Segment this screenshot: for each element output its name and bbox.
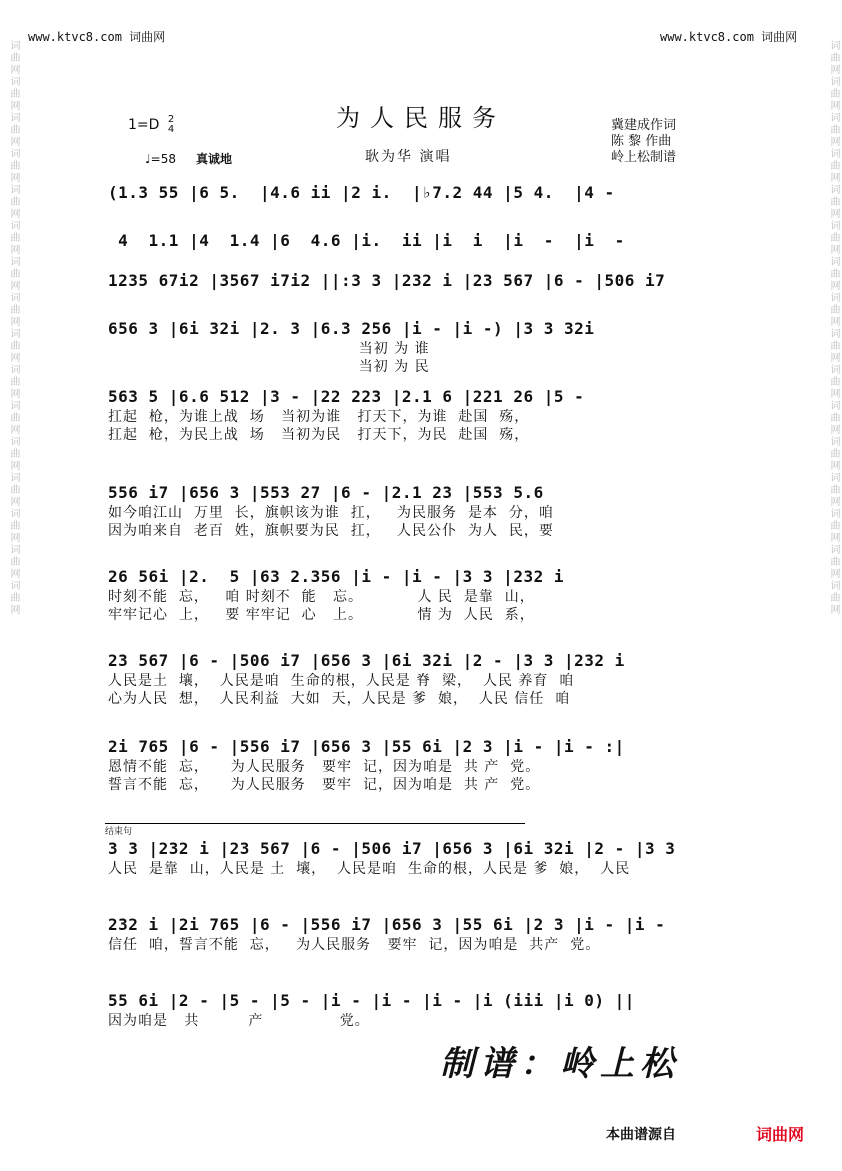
- lyric-line: 因为咱是 共 产 党。: [108, 1013, 370, 1029]
- notation-line: (1.3 55 |6 5. |4.6 ii |2 i. |♭7.2 44 |5 4. |4 -: [108, 183, 615, 202]
- score-system: [108, 386, 748, 444]
- time-signature: 2 4: [167, 114, 175, 135]
- tempo: [145, 150, 232, 167]
- composer-credit: 陈 黎 作曲: [611, 134, 672, 149]
- notation-line: 656 3 |6i 32i |2. 3 |6.3 256 |i - |i -) |3 3 32i: [108, 319, 595, 338]
- signature: 制谱：岭上松: [440, 1044, 680, 1084]
- lyric-line: 信任 咱，誓言不能 忘， 为人民服务 要牢 记，因为咱是 共产 党。: [108, 937, 601, 953]
- score-system: [108, 318, 748, 376]
- score-system: [108, 736, 748, 794]
- notation-line: 563 5 |6.6 512 |3 - |22 223 |2.1 6 |221 26 |5 -: [108, 387, 585, 406]
- key-label: 1=D: [128, 117, 160, 133]
- score-system: [108, 182, 748, 204]
- singer-credit: 耿为华 演唱: [365, 149, 452, 165]
- song-title: 为人民服务: [336, 104, 506, 132]
- lyric-line: 恩情不能 忘， 为人民服务 要牢 记，因为咱是 共 产 党。: [108, 759, 541, 775]
- score-system: [108, 482, 748, 540]
- lyric-line: 如今咱江山 万里 长，旗帜该为谁 扛， 为民服务 是本 分，咱: [108, 505, 554, 521]
- header-url-left[interactable]: www.ktvc8.com 词曲网: [28, 30, 166, 44]
- credits: [611, 118, 676, 166]
- key-signature: [128, 115, 174, 135]
- score-system: [108, 990, 748, 1030]
- lyricist-credit: 冀建成作词: [611, 118, 677, 133]
- header-url-right[interactable]: www.ktvc8.com 词曲网: [660, 30, 798, 44]
- transcriber-credit: 岭上松制谱: [611, 150, 677, 165]
- notation-line: 4 1.1 |4 1.4 |6 4.6 |i. ii |i i |i - |i -: [108, 231, 625, 250]
- ending-label: 结束句: [105, 823, 525, 837]
- score-system: [108, 914, 748, 954]
- lyric-line: 心为人民 想， 人民利益 大如 天，人民是 爹 娘， 人民 信任 咱: [108, 691, 571, 707]
- lyric-line: 扛起 枪，为民上战 场 当初为民 打天下，为民 赴国 殇，: [108, 427, 530, 443]
- score-system: [108, 838, 748, 878]
- notation-line: 1235 67i2 |3567 i7i2 ||:3 3 |232 i |23 567 |6 - |506 i7: [108, 271, 666, 290]
- lyric-line: 誓言不能 忘， 为人民服务 要牢 记，因为咱是 共 产 党。: [108, 777, 541, 793]
- site-logo[interactable]: 词曲网: [756, 1125, 805, 1144]
- notation-line: 3 3 |232 i |23 567 |6 - |506 i7 |656 3 |6i 32i |2 - |3 3: [108, 839, 676, 858]
- score-system: [108, 650, 748, 708]
- side-watermark-right: 词曲网词曲网词曲网词曲网词曲网词曲网词曲网词曲网词曲网词曲网词曲网词曲网词曲网词曲网词曲网词曲网: [828, 40, 839, 616]
- notation-line: 55 6i |2 - |5 - |5 - |i - |i - |i - |i (iii |i 0) ||: [108, 991, 635, 1010]
- lyric-line: 当初 为 民: [108, 359, 430, 375]
- lyric-line: 扛起 枪，为谁上战 场 当初为谁 打天下，为谁 赴国 殇，: [108, 409, 530, 425]
- notation-line: 556 i7 |656 3 |553 27 |6 - |2.1 23 |553 5.6: [108, 483, 544, 502]
- score-system: [108, 270, 748, 292]
- score-system: [108, 566, 748, 624]
- lyric-line: 当初 为 谁: [108, 341, 430, 357]
- side-watermark-left: 词曲网词曲网词曲网词曲网词曲网词曲网词曲网词曲网词曲网词曲网词曲网词曲网词曲网词曲网词曲网词曲网: [8, 40, 19, 616]
- lyric-line: 时刻不能 忘， 咱 时刻不 能 忘。 人 民 是靠 山，: [108, 589, 535, 605]
- lyric-line: 因为咱来自 老百 姓，旗帜要为民 扛， 人民公仆 为人 民，要: [108, 523, 554, 539]
- notation-line: 232 i |2i 765 |6 - |556 i7 |656 3 |55 6i |2 3 |i - |i -: [108, 915, 666, 934]
- notation-line: 2i 765 |6 - |556 i7 |656 3 |55 6i |2 3 |i - |i - :|: [108, 737, 625, 756]
- lyric-line: 人民 是靠 山，人民是 土 壤， 人民是咱 生命的根，人民是 爹 娘， 人民: [108, 861, 631, 877]
- lyric-line: 人民是土 壤， 人民是咱 生命的根，人民是 脊 梁， 人民 养育 咱: [108, 673, 575, 689]
- lyric-line: 牢牢记心 上， 要 牢牢记 心 上。 情 为 人民 系，: [108, 607, 535, 623]
- source-text: 本曲谱源自: [606, 1127, 676, 1143]
- score-system: [108, 230, 748, 252]
- notation-line: 26 56i |2. 5 |63 2.356 |i - |i - |3 3 |232 i: [108, 567, 564, 586]
- notation-line: 23 567 |6 - |506 i7 |656 3 |6i 32i |2 - |3 3 |232 i: [108, 651, 625, 670]
- expression-mark: 真诚地: [195, 152, 232, 166]
- tempo-mark: ♩=58: [145, 152, 176, 166]
